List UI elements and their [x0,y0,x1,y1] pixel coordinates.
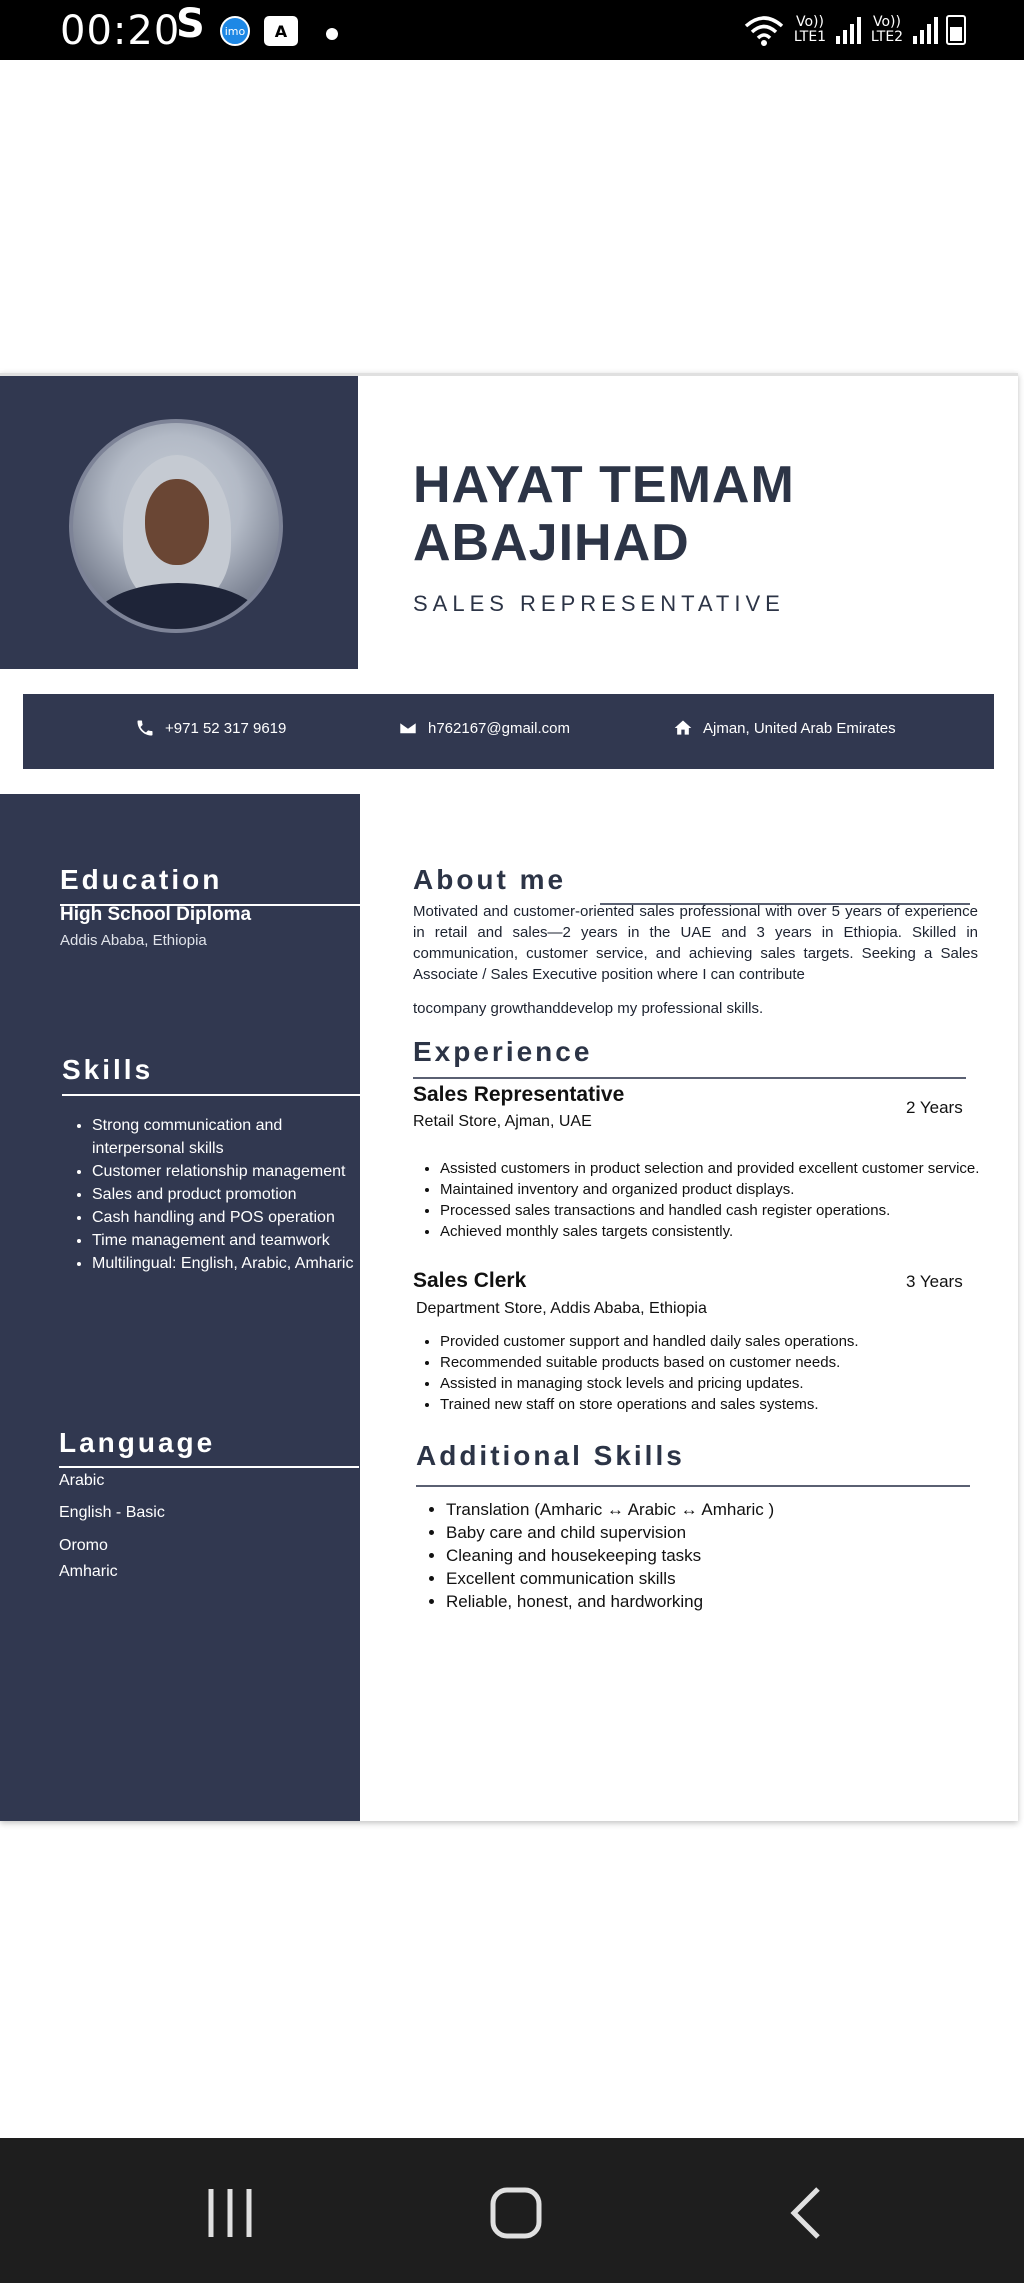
list-item: • Maintained inventory and organized product displays. [440,1179,980,1200]
signal2-icon [913,16,938,44]
status-bar [0,0,1024,60]
list-item: • Reliable, honest, and hardworking [446,1590,774,1613]
contact-address [673,718,896,738]
language-item: English - Basic [59,1504,165,1521]
s-app-icon: S [176,1,205,47]
list-item: • Sales and product promotion [92,1183,362,1206]
job-title: Sales Clerk [413,1269,527,1292]
signal1-icon [836,16,861,44]
job-duties [414,1331,1000,1415]
education-heading: Education [60,864,223,895]
translate-icon: A [264,16,298,46]
list-item: • Multilingual: English, Arabic, Amharic [92,1252,362,1275]
battery-icon [946,15,966,45]
job-duration: 2 Years [906,1098,963,1117]
list-item: • Customer relationship management [92,1160,362,1183]
phone-icon [135,718,155,738]
imo-icon: imo [220,16,250,46]
list-item: • Time management and teamwork [92,1229,362,1252]
contact-phone [135,718,286,738]
person-name [413,456,795,572]
job-title: Sales Representative [413,1083,625,1106]
lte1-label: Vo)) LTE1 [793,14,827,45]
job-role: SALES REPRESENTATIVE [413,591,785,616]
list-item: • Excellent communication skills [446,1567,774,1590]
language-divider [59,1466,359,1468]
home-icon [673,718,693,738]
job-place: Department Store, Addis Ababa, Ethiopia [416,1300,707,1317]
skills-list [72,1114,362,1275]
list-item: • Recommended suitable products based on customer needs. [440,1352,1000,1373]
phone-text: +971 52 317 9619 [165,719,287,737]
lte2-label: Vo)) LTE2 [870,14,904,45]
job-place: Retail Store, Ajman, UAE [413,1113,592,1130]
additional-skills-list [420,1498,774,1613]
skills-heading: Skills [62,1054,154,1085]
contact-bar [23,694,994,769]
about-heading: About me [413,864,567,895]
education-place: Addis Ababa, Ethiopia [60,932,207,949]
back-button[interactable] [766,2178,846,2248]
status-right [744,10,966,50]
resume-document [0,373,1018,1821]
language-heading: Language [59,1427,216,1458]
skills-divider [62,1094,362,1096]
photo-panel [0,376,358,669]
about-text-continued: tocompany growthanddevelop my professional skills. [413,1000,764,1017]
language-item: Oromo [59,1537,108,1554]
clock: 00:20 [60,8,181,54]
list-item: • Translation (Amharic ↔ Arabic ↔ Amharic ) [446,1498,774,1521]
back-icon [786,2183,826,2243]
list-item: • Cash handling and POS operation [92,1206,362,1229]
job-duties [414,1158,980,1242]
list-item: • Strong communication and interpersonal skills [92,1114,362,1160]
list-item: • Cleaning and housekeeping tasks [446,1544,774,1567]
notification-dot-icon [326,28,338,40]
list-item: • Trained new staff on store operations and sales systems. [440,1394,1000,1415]
name-line-2: ABAJIHAD [413,514,690,572]
profile-photo [69,419,283,633]
home-button[interactable] [476,2178,556,2248]
resume-sidebar [0,794,360,1821]
language-item: Amharic [59,1563,118,1580]
home-circle-icon [488,2185,544,2241]
name-line-1: HAYAT TEMAM [413,456,795,514]
about-text: Motivated and customer-oriented sales professional with over 5 years of experience in retail and sales—2 years in the UAE and 3 years in Ethiopia. Skilled in communication, customer service, and achieving sales targets. Seeking a Sales Associate / Sales Executive position where I can contribute [413,903,978,983]
list-item: • Provided customer support and handled daily sales operations. [440,1331,1000,1352]
additional-skills-divider [416,1485,970,1487]
additional-skills-heading: Additional Skills [416,1440,685,1471]
education-degree: High School Diploma [60,904,252,925]
list-item: • Assisted in managing stock levels and pricing updates. [440,1373,1000,1394]
list-item: • Baby care and child supervision [446,1521,774,1544]
wifi-icon [744,14,784,46]
navigation-bar [0,2138,1024,2283]
recent-apps-icon [205,2185,255,2241]
email-text: h762167@gmail.com [428,719,570,737]
contact-email [398,718,570,738]
language-item: Arabic [59,1472,105,1489]
list-item: • Assisted customers in product selection and provided excellent customer service. [440,1158,980,1179]
list-item: • Processed sales transactions and handled cash register operations. [440,1200,980,1221]
recent-apps-button[interactable] [190,2178,270,2248]
experience-divider [413,1077,966,1079]
mail-icon [398,718,418,738]
job-duration: 3 Years [906,1272,963,1291]
address-text: Ajman, United Arab Emirates [703,719,896,737]
experience-heading: Experience [413,1036,593,1067]
list-item: • Achieved monthly sales targets consistently. [440,1221,980,1242]
